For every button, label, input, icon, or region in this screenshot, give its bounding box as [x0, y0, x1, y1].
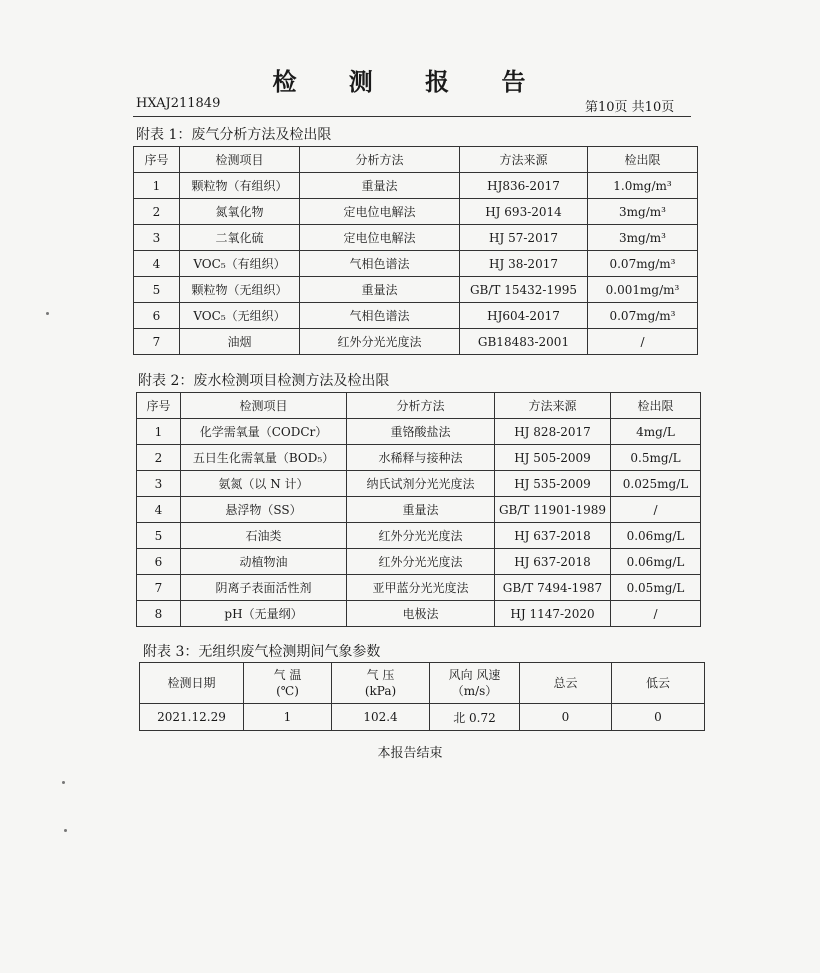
table-cell: 纳氏试剂分光光度法 — [347, 471, 495, 497]
header-cell: 检测项目 — [181, 393, 347, 419]
header-cell: 分析方法 — [347, 393, 495, 419]
table-cell: GB/T 11901-1989 — [495, 497, 611, 523]
table-cell: HJ 828-2017 — [495, 419, 611, 445]
table-cell: 0.06mg/L — [611, 523, 701, 549]
header-line: 气 温 — [273, 668, 302, 682]
header-line: 气 压 — [366, 668, 395, 682]
table-cell: GB/T 15432-1995 — [460, 277, 588, 303]
table-cell: GB/T 7494-1987 — [495, 575, 611, 601]
table-cell: HJ604-2017 — [460, 303, 588, 329]
header-cell — [332, 663, 430, 704]
table-cell: pH（无量纲） — [181, 601, 347, 627]
header-line: 总云 — [553, 676, 578, 690]
scan-speck — [62, 781, 65, 784]
table-cell: 0 — [612, 704, 705, 731]
table-cell: / — [611, 497, 701, 523]
table-cell: 颗粒物（有组织） — [180, 173, 300, 199]
table-cell: HJ 637-2018 — [495, 549, 611, 575]
table-row — [137, 471, 701, 497]
table-cell: 重铬酸盐法 — [347, 419, 495, 445]
report-number: HXAJ211849 — [136, 96, 221, 111]
table-cell: VOC₅（有组织） — [180, 251, 300, 277]
table2-caption: 附表 2：废水检测项目检测方法及检出限 — [138, 373, 390, 389]
table-cell: 石油类 — [181, 523, 347, 549]
header-cell — [612, 663, 705, 704]
table-cell: 颗粒物（无组织） — [180, 277, 300, 303]
table-cell: 五日生化需氧量（BOD₅） — [181, 445, 347, 471]
table-cell: 0.5mg/L — [611, 445, 701, 471]
table-cell: 北 0.72 — [430, 704, 520, 731]
table-row — [137, 445, 701, 471]
table-row — [140, 704, 705, 731]
header-line: 低云 — [645, 676, 670, 690]
table-cell: 0.06mg/L — [611, 549, 701, 575]
header-cell: 检出限 — [611, 393, 701, 419]
table-row — [137, 575, 701, 601]
table-row — [134, 225, 698, 251]
table-cell: 0.05mg/L — [611, 575, 701, 601]
table-row — [134, 251, 698, 277]
table-cell: HJ 637-2018 — [495, 523, 611, 549]
table-cell: 氮氧化物 — [180, 199, 300, 225]
table-header-row — [137, 393, 701, 419]
table-cell: 二氧化硫 — [180, 225, 300, 251]
table-cell: 阴离子表面活性剂 — [181, 575, 347, 601]
table-cell: 电极法 — [347, 601, 495, 627]
header-cell — [140, 663, 244, 704]
scan-speck — [46, 312, 49, 315]
table-cell: HJ 693-2014 — [460, 199, 588, 225]
table-cell: HJ 38-2017 — [460, 251, 588, 277]
header-cell: 检测项目 — [180, 147, 300, 173]
table-row — [137, 523, 701, 549]
table-cell: 1.0mg/m³ — [588, 173, 698, 199]
header-cell: 检出限 — [588, 147, 698, 173]
table-cell: HJ 535-2009 — [495, 471, 611, 497]
table-cell: 红外分光光度法 — [300, 329, 460, 355]
table-cell: 4 — [137, 497, 181, 523]
table-cell: 水稀释与接种法 — [347, 445, 495, 471]
table-cell: 6 — [137, 549, 181, 575]
table-cell: 亚甲蓝分光光度法 — [347, 575, 495, 601]
table-cell: 红外分光光度法 — [347, 523, 495, 549]
header-cell: 方法来源 — [495, 393, 611, 419]
table-cell: 动植物油 — [181, 549, 347, 575]
table-row — [134, 199, 698, 225]
table-header-row — [134, 147, 698, 173]
table3-caption: 附表 3：无组织废气检测期间气象参数 — [143, 644, 381, 660]
table-cell: 1 — [244, 704, 332, 731]
table-cell: 0 — [520, 704, 612, 731]
table-cell: 8 — [137, 601, 181, 627]
table-row — [134, 329, 698, 355]
table-cell: 4 — [134, 251, 180, 277]
header-cell: 方法来源 — [460, 147, 588, 173]
table-cell: 0.025mg/L — [611, 471, 701, 497]
end-of-report-note: 本报告结束 — [377, 746, 443, 761]
table-cell: HJ836-2017 — [460, 173, 588, 199]
header-line: （m/s） — [451, 684, 498, 698]
table1-caption: 附表 1：废气分析方法及检出限 — [136, 127, 332, 143]
header-cell: 分析方法 — [300, 147, 460, 173]
table-cell: 3mg/m³ — [588, 225, 698, 251]
table-row — [137, 601, 701, 627]
table-cell: 悬浮物（SS） — [181, 497, 347, 523]
table-cell: 7 — [137, 575, 181, 601]
scan-speck — [64, 829, 67, 832]
header-cell: 序号 — [134, 147, 180, 173]
table-cell: 红外分光光度法 — [347, 549, 495, 575]
table-cell: 气相色谱法 — [300, 303, 460, 329]
table-cell: 重量法 — [300, 277, 460, 303]
header-cell — [244, 663, 332, 704]
table-cell: 4mg/L — [611, 419, 701, 445]
table-row — [137, 549, 701, 575]
table-cell: 5 — [134, 277, 180, 303]
table-cell: 7 — [134, 329, 180, 355]
table-row — [134, 277, 698, 303]
table-cell: 3mg/m³ — [588, 199, 698, 225]
table-cell: 1 — [137, 419, 181, 445]
table-row — [137, 419, 701, 445]
header-cell — [520, 663, 612, 704]
table-header-row — [140, 663, 705, 704]
table-cell: HJ 505-2009 — [495, 445, 611, 471]
header-line: (℃) — [276, 684, 299, 698]
table-cell: 3 — [137, 471, 181, 497]
header-line: 检测日期 — [167, 676, 216, 690]
table-cell: 6 — [134, 303, 180, 329]
table-cell: 3 — [134, 225, 180, 251]
table-cell: 氨氮（以 N 计） — [181, 471, 347, 497]
table-cell: / — [611, 601, 701, 627]
table-cell: 0.07mg/m³ — [588, 251, 698, 277]
table-cell: HJ 57-2017 — [460, 225, 588, 251]
header-line: 风向 风速 — [448, 668, 501, 682]
table-row — [134, 303, 698, 329]
table-cell: HJ 1147-2020 — [495, 601, 611, 627]
table-cell: 气相色谱法 — [300, 251, 460, 277]
table-cell: 102.4 — [332, 704, 430, 731]
header-line: (kPa) — [364, 684, 397, 698]
header-cell: 序号 — [137, 393, 181, 419]
table-cell: 重量法 — [300, 173, 460, 199]
table-cell: 化学需氧量（CODCr） — [181, 419, 347, 445]
page-title: 检 测 报 告 — [272, 67, 548, 96]
table-cell: 0.001mg/m³ — [588, 277, 698, 303]
table-cell: 2 — [134, 199, 180, 225]
page-number: 第10页 共10页 — [585, 100, 675, 115]
table-row — [134, 173, 698, 199]
table-row — [137, 497, 701, 523]
table-cell: 0.07mg/m³ — [588, 303, 698, 329]
exhaust-gas-methods-table — [133, 146, 698, 355]
table-cell: 2 — [137, 445, 181, 471]
header-cell — [430, 663, 520, 704]
table-cell: 定电位电解法 — [300, 199, 460, 225]
table-cell: GB18483-2001 — [460, 329, 588, 355]
header-divider — [133, 116, 691, 117]
table-cell: 2021.12.29 — [140, 704, 244, 731]
table-cell: 定电位电解法 — [300, 225, 460, 251]
table-cell: / — [588, 329, 698, 355]
table-cell: VOC₅（无组织） — [180, 303, 300, 329]
table-cell: 1 — [134, 173, 180, 199]
wastewater-methods-table — [136, 392, 701, 627]
table-cell: 5 — [137, 523, 181, 549]
table-cell: 重量法 — [347, 497, 495, 523]
weather-parameters-table — [139, 662, 705, 731]
table-cell: 油烟 — [180, 329, 300, 355]
